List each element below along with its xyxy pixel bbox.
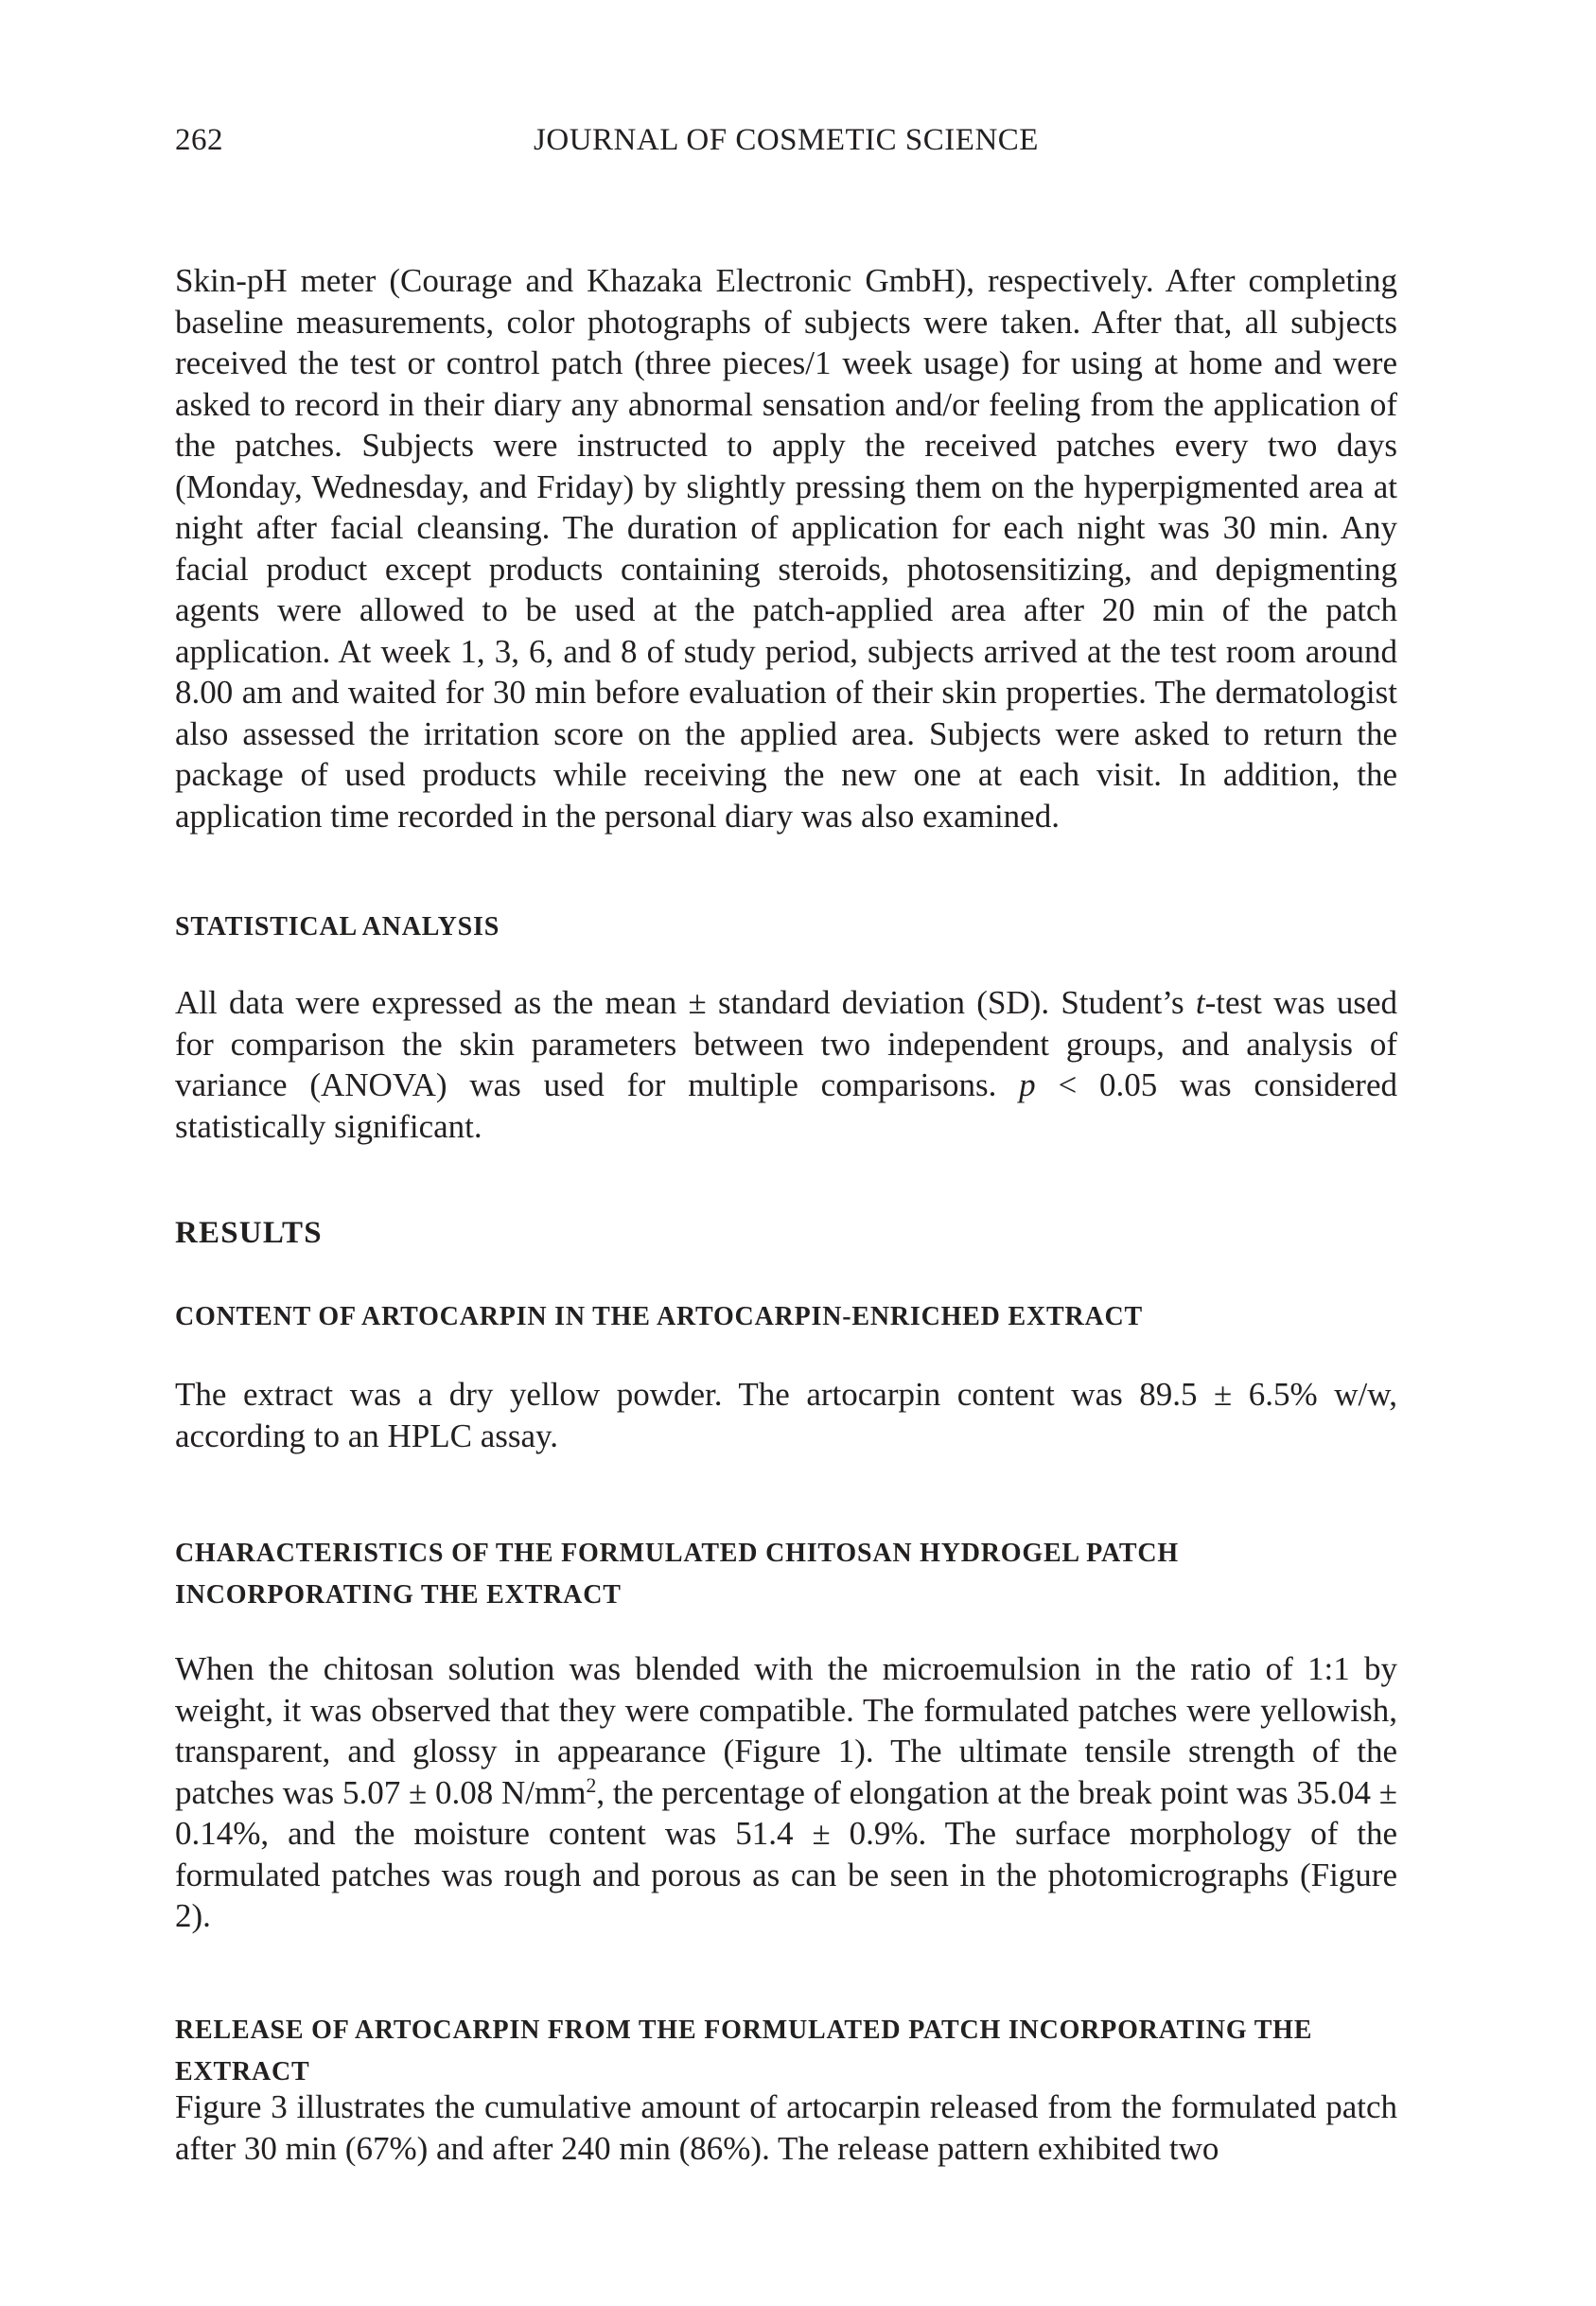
- journal-title: JOURNAL OF COSMETIC SCIENCE: [534, 123, 1039, 157]
- running-header: [175, 123, 1397, 165]
- heading-release: RELEASE OF ARTOCARPIN FROM THE FORMULATED PATCH INCORPORATING THE EXTRACT: [175, 2016, 1313, 2086]
- paragraph-statistical-analysis: All data were expressed as the mean ± standard deviation (SD). Student’s t-test was used for comparison the skin parameters between two independent groups, and analysis of variance (ANOVA) was used for multiple comparisons. p < 0.05 was considered statistically significant.: [175, 984, 1397, 1145]
- heading-characteristics: CHARACTERISTICS OF THE FORMULATED CHITOSAN HYDROGEL PATCH INCORPORATING THE EXTRACT: [175, 1539, 1180, 1610]
- page-number: 262: [175, 123, 223, 157]
- paragraph-content-of-artocarpin: The extract was a dry yellow powder. The artocarpin content was 89.5 ± 6.5% w/w, according to an HPLC assay.: [175, 1376, 1397, 1454]
- paragraph-characteristics: When the chitosan solution was blended with the microemulsion in the ratio of 1:1 by weight, it was observed that they were compatible. The formulated patches were yellowish, transparent, and glossy in appearance (Figure 1). The ultimate tensile strength of the patches was 5.07 ± 0.08 $N/mm^2$, the percentage of elongation at the break point was 35.04 ± 0.14%, and the moisture content was 51.4 ± 0.9%. The surface morphology of the formulated patches was rough and porous as can be seen in the photomicrographs (Figure 2).: [175, 1650, 1397, 1934]
- heading-statistical-analysis: STATISTICAL ANALYSIS: [175, 912, 500, 942]
- paragraph-methods-continued: Skin-pH meter (Courage and Khazaka Electronic GmbH), respectively. After completing baseline measurements, color photographs of subjects were taken. After that, all subjects received the test or control patch (three pieces/1 week usage) for using at home and were asked to record in their diary any abnormal sensation and/or feeling from the application of the patches. Subjects were instructed to apply the received patches every two days (Monday, Wednesday, and Friday) by slightly pressing them on the hyperpigmented area at night after facial cleansing. The duration of application for each night was 30 min. Any facial product except products containing steroids, photosensitizing, and depigmenting agents were allowed to be used at the patch-applied area after 20 min of the patch application. At week 1, 3, 6, and 8 of study period, subjects arrived at the test room around 8.00 am and waited for 30 min before evaluation of their skin properties. The dermatologist also assessed the irritation score on the applied area. Subjects were asked to return the package of used products while receiving the new one at each visit. In addition, the application time recorded in the personal diary was also examined.: [175, 262, 1397, 835]
- heading-content-of-artocarpin: CONTENT OF ARTOCARPIN IN THE ARTOCARPIN-ENRICHED EXTRACT: [175, 1302, 1143, 1331]
- paragraph-release: Figure 3 illustrates the cumulative amount of artocarpin released from the formulated patch after 30 min (67%) and after 240 min (86%). The release pattern exhibited two: [175, 2088, 1397, 2167]
- heading-results: RESULTS: [175, 1216, 323, 1251]
